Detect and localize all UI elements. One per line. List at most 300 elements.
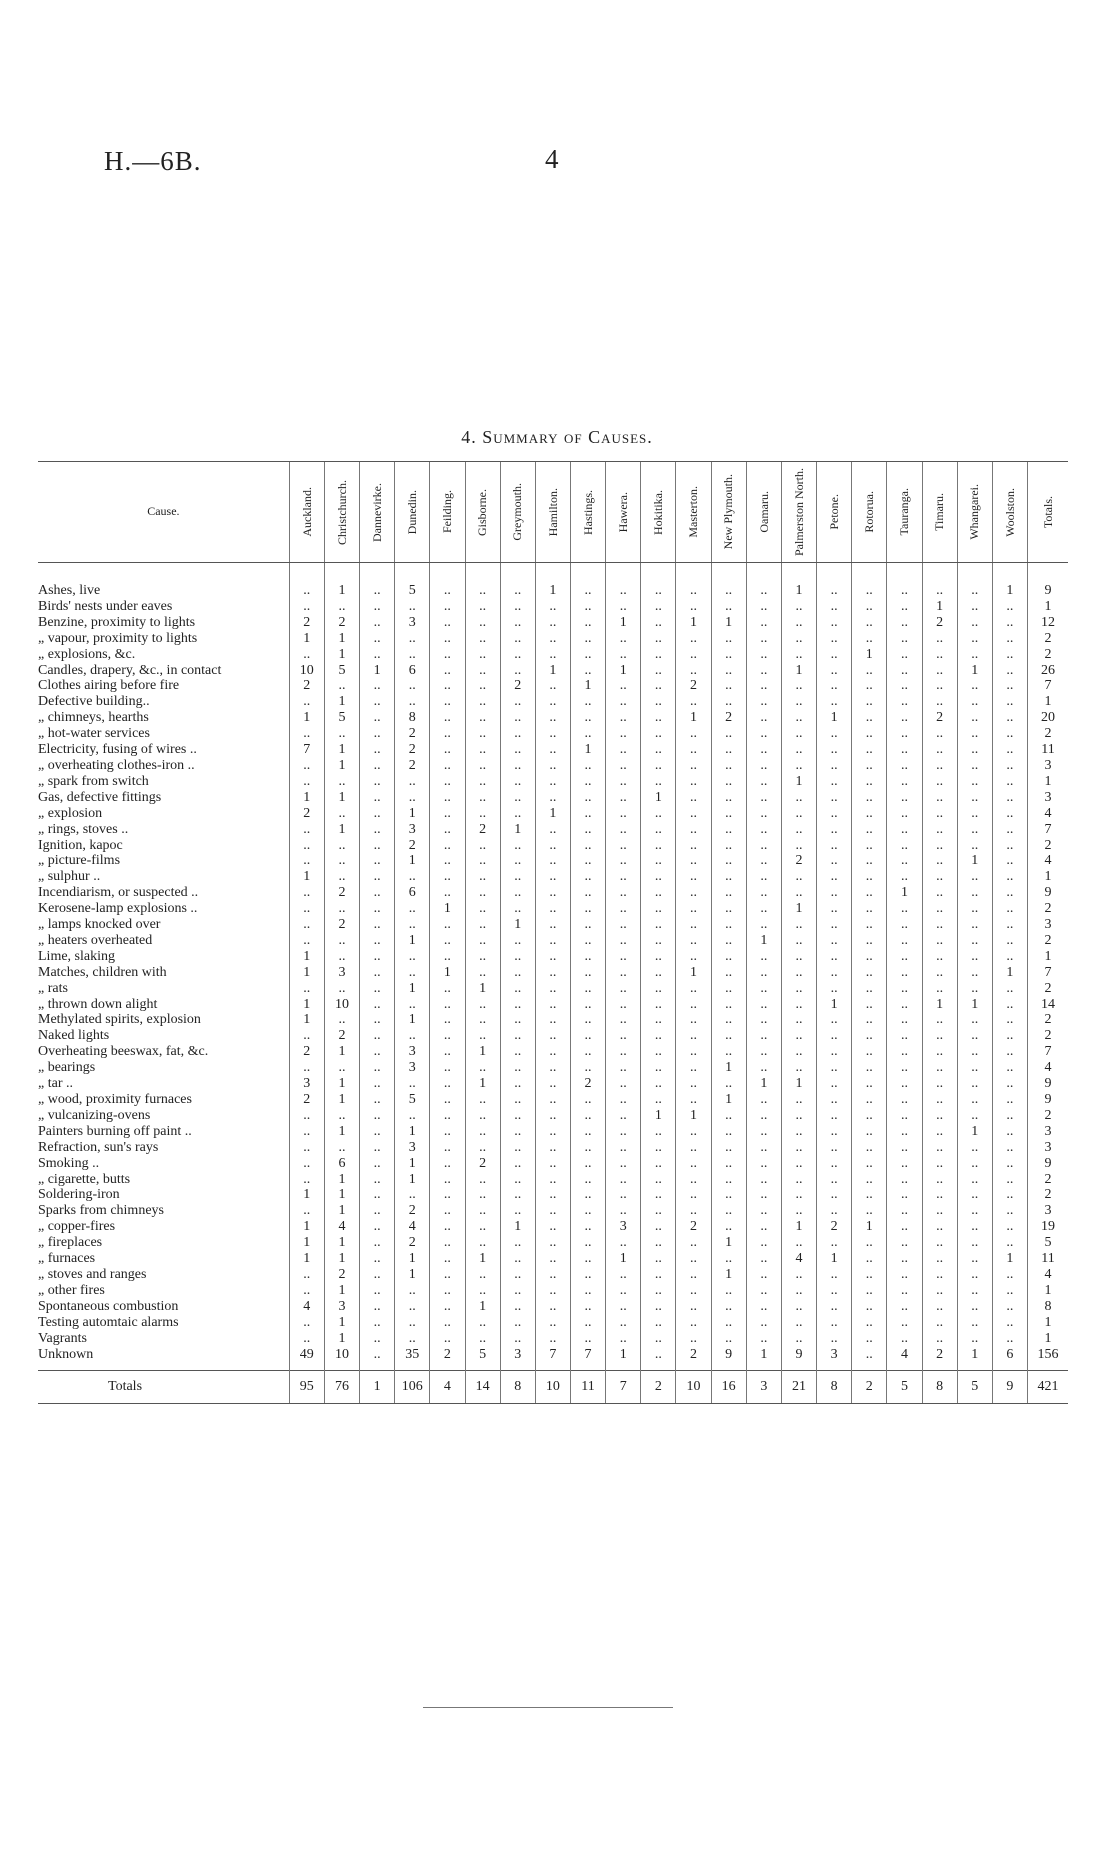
table-row (38, 1219, 1068, 1235)
count-cell: .. (781, 615, 816, 631)
count-cell: .. (781, 1315, 816, 1331)
count-cell: .. (570, 1092, 605, 1108)
count-cell: .. (535, 1235, 570, 1251)
count-cell: 1 (570, 742, 605, 758)
total-cell: 4 (430, 1371, 465, 1404)
count-cell: .. (711, 1076, 746, 1092)
count-cell: .. (852, 663, 887, 679)
count-cell: .. (817, 1156, 852, 1172)
cause-cell: „ furnaces (38, 1251, 96, 1267)
table-row (38, 853, 1068, 869)
count-cell: .. (781, 599, 816, 615)
cause-cell: Smoking .. (38, 1155, 100, 1171)
count-cell: .. (781, 822, 816, 838)
table-row (38, 726, 1068, 742)
count-cell: .. (852, 1299, 887, 1315)
count-cell: .. (360, 822, 395, 838)
count-cell: .. (360, 678, 395, 694)
count-cell: .. (535, 901, 570, 917)
column-header (711, 462, 746, 563)
cause-cell: „ picture-films (38, 853, 121, 869)
count-cell: 1 (922, 997, 957, 1013)
count-cell: .. (641, 885, 676, 901)
count-cell: .. (500, 726, 535, 742)
count-cell: 6 (395, 885, 430, 901)
count-cell: .. (360, 1076, 395, 1092)
count-cell: .. (746, 1156, 781, 1172)
count-cell: .. (781, 790, 816, 806)
count-cell: .. (500, 1172, 535, 1188)
count-cell: .. (430, 631, 465, 647)
row-total-cell: 4 (1028, 1267, 1069, 1283)
count-cell: .. (500, 710, 535, 726)
count-cell: .. (606, 901, 641, 917)
count-cell: .. (395, 1299, 430, 1315)
table-row (38, 822, 1068, 838)
count-cell: .. (570, 822, 605, 838)
count-cell: .. (324, 933, 359, 949)
count-cell: .. (852, 1331, 887, 1347)
totals-row (38, 1371, 1068, 1404)
count-cell: .. (711, 1283, 746, 1299)
count-cell: 2 (922, 615, 957, 631)
count-cell: 1 (395, 1251, 430, 1267)
count-cell: .. (535, 1299, 570, 1315)
count-cell: .. (289, 1124, 324, 1140)
count-cell: .. (535, 1156, 570, 1172)
count-cell: .. (676, 1187, 711, 1203)
count-cell: 1 (781, 663, 816, 679)
count-cell: .. (676, 694, 711, 710)
count-cell: .. (465, 901, 500, 917)
cause-cell: Kerosene-lamp explosions .. (38, 901, 198, 917)
count-cell: 5 (465, 1347, 500, 1371)
table-row (38, 1283, 1068, 1299)
count-cell: .. (887, 710, 922, 726)
count-cell: .. (641, 822, 676, 838)
count-cell: .. (535, 1076, 570, 1092)
count-cell: .. (606, 869, 641, 885)
column-header-label: Hokitika. (651, 489, 666, 535)
count-cell: .. (395, 1028, 430, 1044)
count-cell: .. (746, 885, 781, 901)
count-cell: .. (641, 1012, 676, 1028)
count-cell: 1 (781, 774, 816, 790)
count-cell: .. (676, 1172, 711, 1188)
count-cell: .. (500, 774, 535, 790)
column-header (922, 462, 957, 563)
count-cell: .. (641, 1187, 676, 1203)
row-total-cell: 4 (1028, 806, 1069, 822)
count-cell: .. (360, 885, 395, 901)
count-cell: .. (992, 1060, 1027, 1076)
count-cell: .. (957, 1012, 992, 1028)
row-total-cell: 2 (1028, 1172, 1069, 1188)
count-cell: .. (430, 838, 465, 854)
count-cell: 1 (395, 853, 430, 869)
count-cell: .. (360, 758, 395, 774)
count-cell: .. (957, 1315, 992, 1331)
count-cell: 2 (395, 1235, 430, 1251)
count-cell: .. (746, 1044, 781, 1060)
count-cell: .. (852, 1012, 887, 1028)
count-cell: .. (676, 790, 711, 806)
count-cell: .. (324, 949, 359, 965)
count-cell: .. (430, 822, 465, 838)
column-header-label: Woolston. (1002, 487, 1017, 537)
count-cell: .. (746, 563, 781, 599)
count-cell: .. (289, 838, 324, 854)
count-cell: 6 (992, 1347, 1027, 1371)
count-cell: .. (360, 1235, 395, 1251)
count-cell: .. (746, 790, 781, 806)
row-total-cell: 156 (1028, 1347, 1069, 1371)
count-cell: 1 (289, 1187, 324, 1203)
count-cell: .. (922, 917, 957, 933)
count-cell: 3 (395, 1044, 430, 1060)
count-cell: .. (641, 647, 676, 663)
count-cell: .. (606, 1092, 641, 1108)
count-cell: .. (289, 694, 324, 710)
count-cell: 7 (535, 1347, 570, 1371)
count-cell: .. (957, 1235, 992, 1251)
count-cell: .. (781, 869, 816, 885)
count-cell: .. (711, 822, 746, 838)
count-cell: .. (852, 1092, 887, 1108)
count-cell: .. (430, 917, 465, 933)
cause-cell: „ other fires (38, 1282, 105, 1298)
count-cell: .. (922, 758, 957, 774)
count-cell: .. (500, 1156, 535, 1172)
cause-cell: Ashes, live (38, 583, 101, 598)
count-cell: 1 (606, 1347, 641, 1371)
count-cell: .. (465, 1012, 500, 1028)
count-cell: .. (570, 981, 605, 997)
count-cell: .. (289, 917, 324, 933)
count-cell: 1 (606, 663, 641, 679)
count-cell: 4 (395, 1219, 430, 1235)
count-cell: .. (430, 1172, 465, 1188)
count-cell: .. (570, 1331, 605, 1347)
count-cell: .. (746, 1219, 781, 1235)
count-cell: .. (676, 758, 711, 774)
count-cell: .. (711, 1108, 746, 1124)
count-cell: .. (289, 599, 324, 615)
count-cell: .. (887, 869, 922, 885)
count-cell: 2 (324, 1267, 359, 1283)
count-cell: 2 (395, 838, 430, 854)
count-cell: .. (852, 1347, 887, 1371)
row-total-cell: 1 (1028, 694, 1069, 710)
count-cell: .. (746, 838, 781, 854)
table-body (38, 563, 1068, 1371)
count-cell: 1 (324, 647, 359, 663)
count-cell: 1 (324, 631, 359, 647)
count-cell: 5 (395, 1092, 430, 1108)
count-cell: .. (641, 965, 676, 981)
count-cell: .. (535, 981, 570, 997)
count-cell: .. (570, 1315, 605, 1331)
count-cell: 1 (465, 981, 500, 997)
count-cell: .. (289, 647, 324, 663)
count-cell: .. (641, 997, 676, 1013)
count-cell: .. (781, 1140, 816, 1156)
count-cell: .. (606, 1299, 641, 1315)
cause-cell: „ rats (38, 980, 68, 996)
total-cell: 76 (324, 1371, 359, 1404)
count-cell: .. (641, 853, 676, 869)
count-cell: .. (360, 901, 395, 917)
count-cell: .. (992, 917, 1027, 933)
count-cell: .. (535, 1283, 570, 1299)
count-cell: .. (465, 647, 500, 663)
count-cell: 1 (324, 822, 359, 838)
count-cell: 1 (781, 901, 816, 917)
count-cell: .. (535, 1251, 570, 1267)
count-cell: .. (430, 1156, 465, 1172)
count-cell: .. (852, 1044, 887, 1060)
count-cell: .. (992, 901, 1027, 917)
cause-cell: Clothes airing before fire (38, 678, 180, 694)
count-cell: .. (606, 1060, 641, 1076)
cause-cell: „ heaters overheated (38, 932, 153, 948)
table-row (38, 1140, 1068, 1156)
count-cell: .. (500, 806, 535, 822)
count-cell: .. (324, 869, 359, 885)
count-cell: .. (430, 678, 465, 694)
count-cell: 1 (992, 563, 1027, 599)
count-cell: .. (535, 631, 570, 647)
count-cell: .. (676, 1060, 711, 1076)
count-cell: 5 (324, 710, 359, 726)
count-cell: .. (606, 758, 641, 774)
total-cell: 106 (395, 1371, 430, 1404)
count-cell: .. (570, 917, 605, 933)
column-header (465, 462, 500, 563)
count-cell: 3 (395, 615, 430, 631)
count-cell: .. (817, 774, 852, 790)
table-row (38, 997, 1068, 1013)
table-row (38, 901, 1068, 917)
count-cell: .. (430, 949, 465, 965)
count-cell: .. (430, 1060, 465, 1076)
count-cell: .. (817, 806, 852, 822)
count-cell: .. (570, 838, 605, 854)
count-cell: .. (395, 997, 430, 1013)
count-cell: 1 (746, 1076, 781, 1092)
count-cell: .. (957, 599, 992, 615)
count-cell: .. (465, 1108, 500, 1124)
count-cell: .. (289, 1203, 324, 1219)
count-cell: .. (324, 1140, 359, 1156)
count-cell: .. (570, 885, 605, 901)
count-cell: .. (852, 1108, 887, 1124)
count-cell: .. (606, 965, 641, 981)
total-cell: 10 (676, 1371, 711, 1404)
count-cell: .. (289, 901, 324, 917)
count-cell: .. (922, 1331, 957, 1347)
column-header-label: Whangarei. (967, 484, 982, 540)
row-total-cell: 9 (1028, 1076, 1069, 1092)
count-cell: 2 (289, 1092, 324, 1108)
count-cell: .. (324, 901, 359, 917)
count-cell: 9 (711, 1347, 746, 1371)
row-total-cell: 2 (1028, 1028, 1069, 1044)
count-cell: 1 (324, 563, 359, 599)
count-cell: .. (570, 1124, 605, 1140)
count-cell: .. (887, 1108, 922, 1124)
cause-cell: „ vapour, proximity to lights (38, 630, 198, 646)
count-cell: 1 (324, 1203, 359, 1219)
row-total-cell: 7 (1028, 965, 1069, 981)
count-cell: .. (711, 1012, 746, 1028)
count-cell: .. (430, 663, 465, 679)
count-cell: .. (817, 726, 852, 742)
count-cell: .. (817, 965, 852, 981)
count-cell: 2 (922, 710, 957, 726)
count-cell: .. (676, 949, 711, 965)
count-cell: .. (781, 678, 816, 694)
count-cell: 1 (570, 678, 605, 694)
count-cell: .. (957, 694, 992, 710)
count-cell: .. (852, 1140, 887, 1156)
count-cell: .. (535, 758, 570, 774)
count-cell: .. (887, 838, 922, 854)
row-total-cell: 9 (1028, 1156, 1069, 1172)
count-cell: 1 (324, 1235, 359, 1251)
cause-cell: „ sulphur .. (38, 869, 101, 885)
count-cell: .. (992, 869, 1027, 885)
count-cell: .. (922, 631, 957, 647)
count-cell: .. (957, 1267, 992, 1283)
row-total-cell: 1 (1028, 774, 1069, 790)
count-cell: 2 (570, 1076, 605, 1092)
count-cell: .. (535, 1140, 570, 1156)
count-cell: .. (711, 563, 746, 599)
count-cell: .. (817, 647, 852, 663)
count-cell: .. (852, 694, 887, 710)
count-cell: .. (992, 1315, 1027, 1331)
cause-cell: Spontaneous combustion (38, 1298, 179, 1314)
table-row (38, 1203, 1068, 1219)
column-header-label: Christchurch. (334, 479, 349, 545)
count-cell: .. (817, 1076, 852, 1092)
count-cell: .. (817, 1331, 852, 1347)
count-cell: .. (922, 981, 957, 997)
count-cell: .. (992, 997, 1027, 1013)
count-cell: .. (922, 1140, 957, 1156)
row-total-cell: 3 (1028, 1140, 1069, 1156)
count-cell: 1 (887, 885, 922, 901)
row-total-cell: 7 (1028, 1044, 1069, 1060)
count-cell: .. (852, 710, 887, 726)
table-row (38, 917, 1068, 933)
count-cell: .. (711, 1299, 746, 1315)
count-cell: .. (852, 933, 887, 949)
count-cell: .. (641, 1028, 676, 1044)
count-cell: .. (535, 1092, 570, 1108)
total-cell: 95 (289, 1371, 324, 1404)
count-cell: 1 (781, 1219, 816, 1235)
cause-cell: „ vulcanizing-ovens (38, 1107, 151, 1123)
count-cell: .. (430, 1315, 465, 1331)
count-cell: .. (500, 694, 535, 710)
count-cell: .. (360, 1203, 395, 1219)
count-cell: 1 (711, 1267, 746, 1283)
count-cell: .. (992, 806, 1027, 822)
count-cell: .. (360, 742, 395, 758)
count-cell: 1 (957, 853, 992, 869)
count-cell: .. (852, 1156, 887, 1172)
count-cell: .. (641, 663, 676, 679)
count-cell: .. (746, 1172, 781, 1188)
count-cell: .. (992, 710, 1027, 726)
count-cell: .. (676, 885, 711, 901)
count-cell: .. (430, 1092, 465, 1108)
count-cell: .. (360, 1219, 395, 1235)
count-cell: .. (606, 1187, 641, 1203)
column-header-label: Greymouth. (510, 483, 525, 541)
count-cell: .. (360, 1172, 395, 1188)
count-cell: .. (500, 1251, 535, 1267)
count-cell: .. (641, 981, 676, 997)
count-cell: 1 (465, 1251, 500, 1267)
row-total-cell: 7 (1028, 678, 1069, 694)
count-cell: .. (992, 774, 1027, 790)
count-cell: .. (781, 1283, 816, 1299)
count-cell: .. (711, 853, 746, 869)
count-cell: 2 (289, 678, 324, 694)
count-cell: 3 (395, 1140, 430, 1156)
cause-cell: „ stoves and ranges (38, 1266, 147, 1282)
count-cell: .. (395, 1187, 430, 1203)
total-cell: 421 (1028, 1371, 1069, 1404)
count-cell: .. (711, 806, 746, 822)
column-header-label: Timaru. (932, 493, 947, 531)
count-cell: .. (430, 710, 465, 726)
cause-cell: Overheating beeswax, fat, &c. (38, 1044, 209, 1060)
count-cell: .. (500, 758, 535, 774)
count-cell: 1 (324, 1044, 359, 1060)
count-cell: .. (535, 678, 570, 694)
count-cell: .. (852, 981, 887, 997)
total-cell: 8 (922, 1371, 957, 1404)
count-cell: .. (360, 1028, 395, 1044)
count-cell: .. (817, 1267, 852, 1283)
count-cell: 1 (711, 1092, 746, 1108)
count-cell: .. (606, 1108, 641, 1124)
count-cell: .. (570, 1028, 605, 1044)
row-total-cell: 5 (1028, 1235, 1069, 1251)
table-row (38, 1315, 1068, 1331)
page-number: 4 (545, 144, 559, 174)
count-cell: .. (641, 1299, 676, 1315)
row-total-cell: 2 (1028, 647, 1069, 663)
count-cell: .. (570, 1140, 605, 1156)
count-cell: .. (887, 965, 922, 981)
column-header-label: Gisborne. (475, 488, 490, 536)
count-cell: .. (746, 853, 781, 869)
count-cell: .. (676, 1044, 711, 1060)
count-cell: .. (606, 631, 641, 647)
count-cell: .. (465, 694, 500, 710)
count-cell: .. (781, 1203, 816, 1219)
count-cell: .. (430, 742, 465, 758)
count-cell: .. (887, 917, 922, 933)
count-cell: .. (641, 1060, 676, 1076)
count-cell: .. (746, 1124, 781, 1140)
count-cell: .. (781, 1108, 816, 1124)
